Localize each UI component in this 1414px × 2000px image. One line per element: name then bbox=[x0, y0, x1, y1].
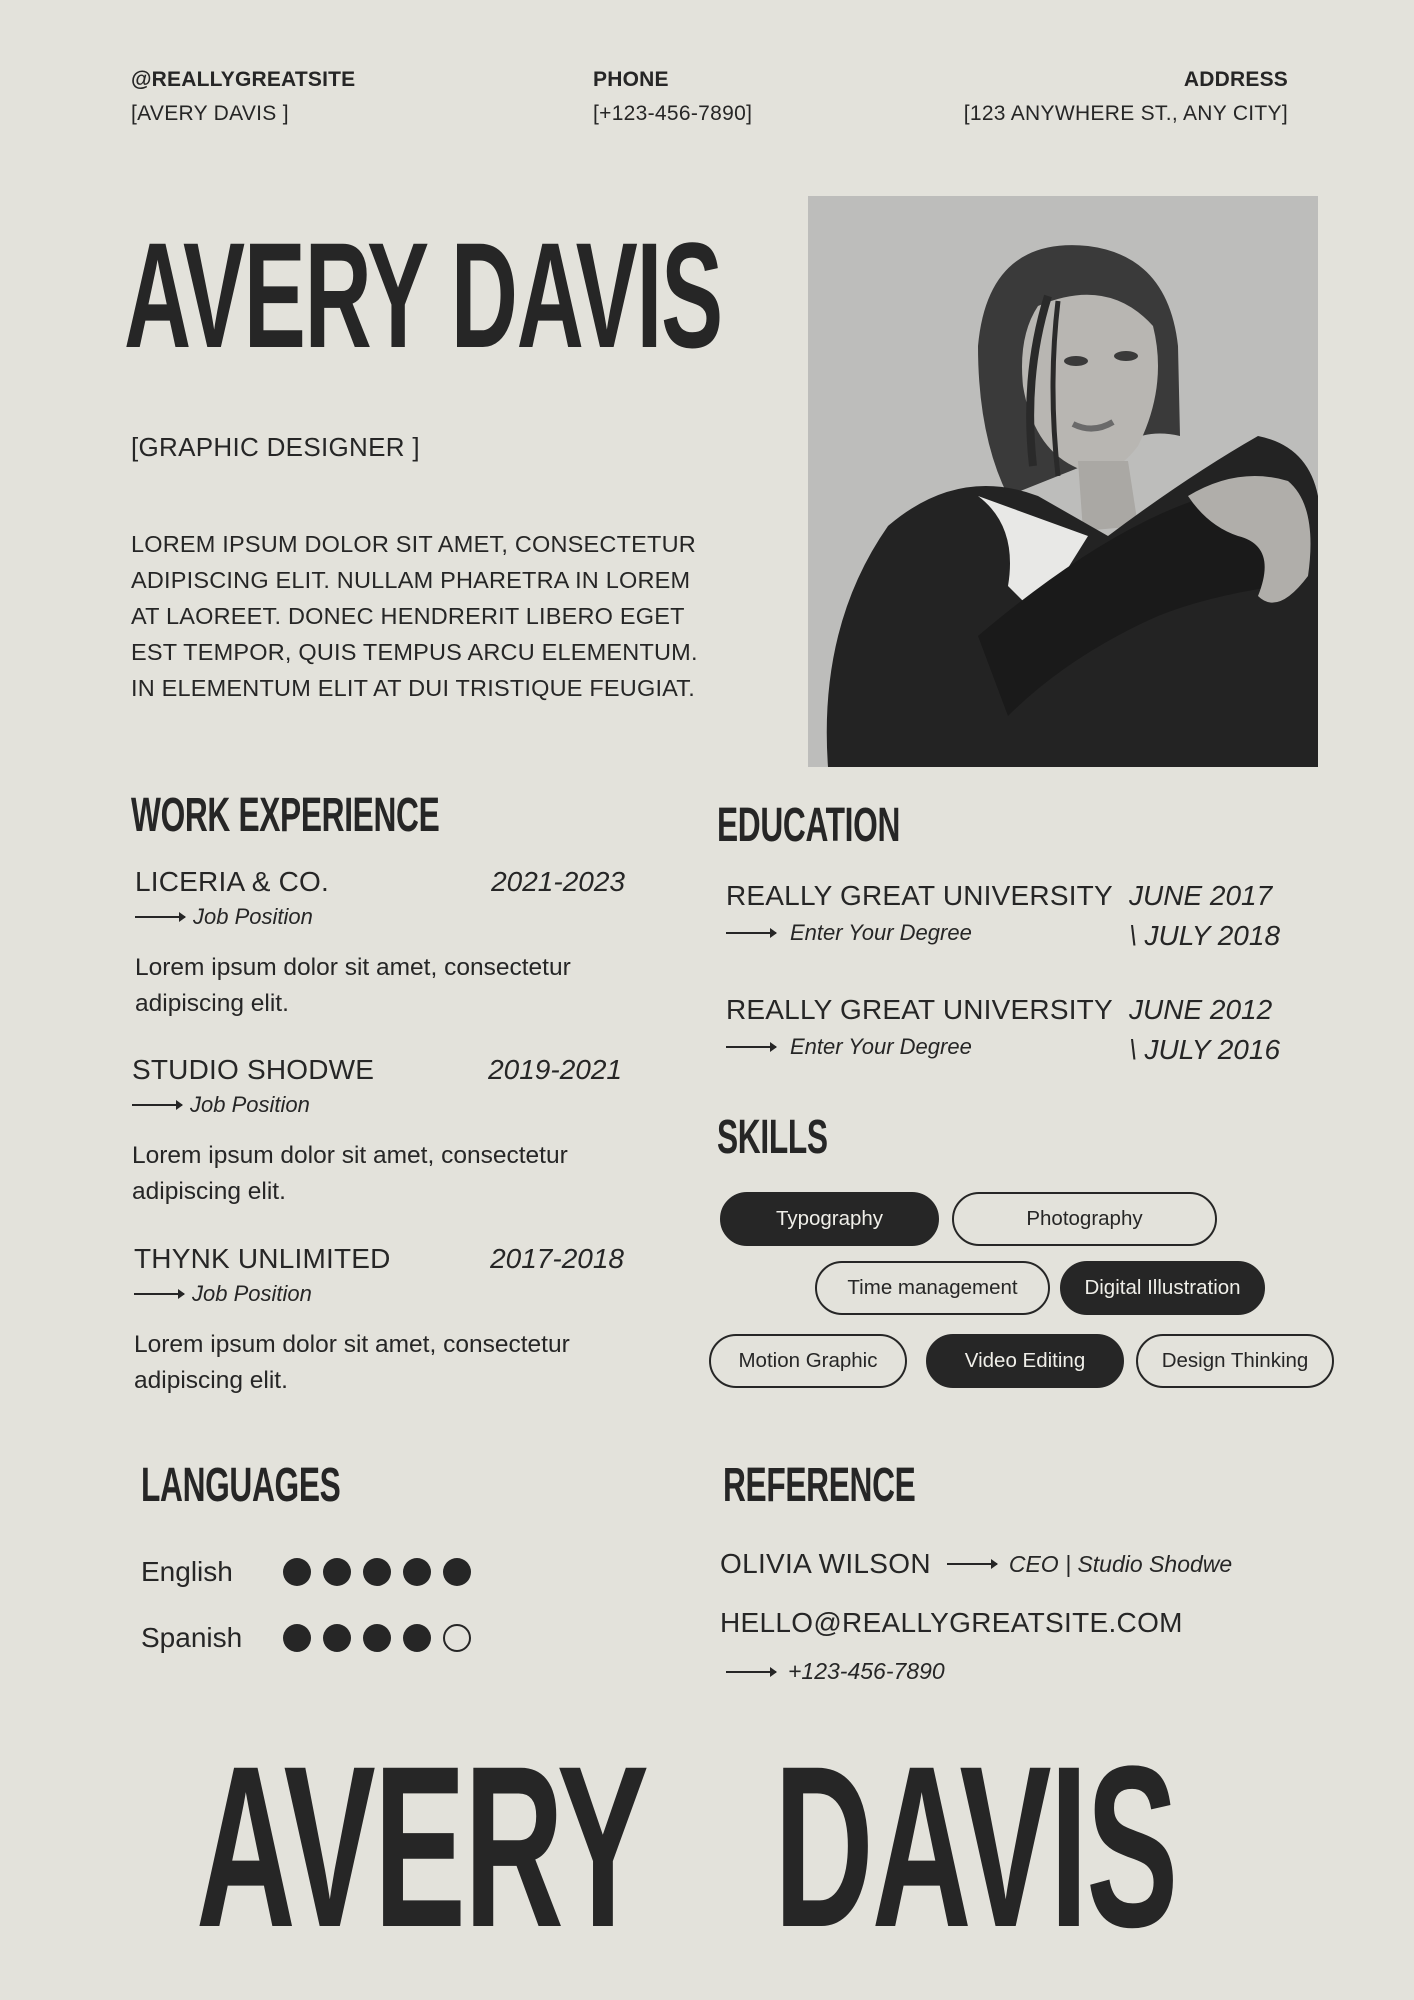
skill-tag: Digital Illustration bbox=[1060, 1261, 1265, 1315]
education-date bbox=[1129, 990, 1280, 1070]
job-position-row bbox=[132, 1092, 622, 1118]
languages-heading: LANGUAGES bbox=[141, 1459, 341, 1512]
skill-tag: Design Thinking bbox=[1136, 1334, 1334, 1388]
rating-dot-empty bbox=[443, 1624, 471, 1652]
job-description-line: adipiscing elit. bbox=[132, 1178, 286, 1205]
job-position-row bbox=[135, 904, 625, 930]
job-entry bbox=[135, 866, 625, 1022]
job-description-line: Lorem ipsum dolor sit amet, consectetur bbox=[134, 1331, 570, 1358]
job-description bbox=[132, 1138, 652, 1210]
language-name: English bbox=[141, 1556, 233, 1587]
skill-tag: Motion Graphic bbox=[709, 1334, 907, 1388]
address-value: [123 ANYWHERE ST., ANY CITY] bbox=[963, 102, 1288, 125]
education-school: REALLY GREAT UNIVERSITY bbox=[726, 880, 1113, 911]
arrow-right-icon bbox=[134, 1293, 184, 1295]
rating-dot-filled bbox=[443, 1558, 471, 1586]
reference-role: CEO | Studio Shodwe bbox=[1008, 1550, 1233, 1577]
language-row bbox=[141, 1622, 471, 1654]
header-phone bbox=[593, 68, 752, 126]
language-rating bbox=[283, 1558, 471, 1586]
arrow-right-icon bbox=[726, 932, 776, 934]
rating-dot-filled bbox=[403, 1624, 431, 1652]
education-date bbox=[1129, 876, 1280, 956]
reference-email: HELLO@REALLYGREATSITE.COM bbox=[720, 1607, 1183, 1638]
reference-name-row bbox=[720, 1548, 1232, 1580]
phone-label: PHONE bbox=[593, 68, 669, 91]
skill-tag: Time management bbox=[815, 1261, 1050, 1315]
education-entry bbox=[726, 994, 1306, 1065]
education-degree: Enter Your Degree bbox=[790, 920, 972, 945]
job-years: 2019-2021 bbox=[488, 1054, 622, 1085]
profile-photo bbox=[808, 196, 1318, 767]
reference-heading: REFERENCE bbox=[723, 1459, 916, 1512]
header-website bbox=[131, 68, 355, 126]
header-address bbox=[964, 68, 1288, 126]
job-entry bbox=[132, 1054, 622, 1210]
summary bbox=[131, 526, 731, 706]
education-degree: Enter Your Degree bbox=[790, 1034, 972, 1059]
job-position-row bbox=[134, 1281, 624, 1307]
footer-last-name: DAVIS bbox=[774, 1718, 1177, 1975]
job-years: 2021-2023 bbox=[491, 866, 625, 897]
address-label: ADDRESS bbox=[1183, 68, 1288, 91]
portrait-illustration bbox=[808, 196, 1318, 767]
rating-dot-filled bbox=[283, 1558, 311, 1586]
reference-phone-row bbox=[726, 1658, 945, 1685]
skill-tag: Photography bbox=[952, 1192, 1217, 1246]
education-date-start: JUNE 2017 bbox=[1129, 880, 1273, 911]
arrow-right-icon bbox=[135, 916, 185, 918]
rating-dot-filled bbox=[323, 1624, 351, 1652]
job-description-line: adipiscing elit. bbox=[135, 990, 289, 1017]
arrow-right-icon bbox=[132, 1104, 182, 1106]
website-label: @REALLYGREATSITE bbox=[131, 68, 356, 91]
job-title: [GRAPHIC DESIGNER ] bbox=[131, 432, 420, 462]
website-value: [AVERY DAVIS ] bbox=[131, 102, 289, 125]
summary-line: AT LAOREET. DONEC HENDRERIT LIBERO EGET bbox=[131, 603, 685, 629]
job-description bbox=[135, 950, 655, 1022]
job-description bbox=[134, 1327, 654, 1399]
arrow-right-icon bbox=[726, 1671, 776, 1673]
rating-dot-filled bbox=[323, 1558, 351, 1586]
education-school: REALLY GREAT UNIVERSITY bbox=[726, 994, 1113, 1025]
rating-dot-filled bbox=[283, 1624, 311, 1652]
language-rating bbox=[283, 1624, 471, 1652]
job-company: LICERIA & CO. bbox=[135, 866, 329, 897]
job-position: Job Position bbox=[193, 904, 313, 929]
job-description-line: Lorem ipsum dolor sit amet, consectetur bbox=[132, 1142, 568, 1169]
summary-line: LOREM IPSUM DOLOR SIT AMET, CONSECTETUR bbox=[131, 531, 696, 557]
job-entry bbox=[134, 1243, 624, 1399]
rating-dot-filled bbox=[363, 1624, 391, 1652]
education-date-start: JUNE 2012 bbox=[1129, 994, 1273, 1025]
job-company: THYNK UNLIMITED bbox=[134, 1243, 391, 1274]
education-date-end: \ JULY 2018 bbox=[1129, 920, 1281, 951]
language-name: Spanish bbox=[141, 1622, 243, 1653]
education-date-end: \ JULY 2016 bbox=[1129, 1034, 1281, 1065]
phone-value: [+123-456-7890] bbox=[593, 102, 753, 125]
arrow-right-icon bbox=[947, 1563, 997, 1565]
skills-heading: SKILLS bbox=[717, 1111, 828, 1164]
rating-dot-filled bbox=[363, 1558, 391, 1586]
page-title: AVERY DAVIS bbox=[124, 211, 722, 379]
job-position: Job Position bbox=[192, 1281, 312, 1306]
footer-first-name: AVERY bbox=[196, 1718, 648, 1975]
work-experience-heading: WORK EXPERIENCE bbox=[131, 789, 440, 842]
job-description-line: adipiscing elit. bbox=[134, 1367, 288, 1394]
education-entry bbox=[726, 880, 1306, 951]
language-row bbox=[141, 1556, 471, 1588]
job-company: STUDIO SHODWE bbox=[132, 1054, 375, 1085]
education-heading: EDUCATION bbox=[717, 799, 900, 852]
rating-dot-filled bbox=[403, 1558, 431, 1586]
skill-tag: Typography bbox=[720, 1192, 939, 1246]
job-description-line: Lorem ipsum dolor sit amet, consectetur bbox=[135, 954, 571, 981]
skill-tag: Video Editing bbox=[926, 1334, 1124, 1388]
reference-name: OLIVIA WILSON bbox=[720, 1548, 931, 1579]
summary-line: EST TEMPOR, QUIS TEMPUS ARCU ELEMENTUM. bbox=[131, 639, 698, 665]
summary-line: IN ELEMENTUM ELIT AT DUI TRISTIQUE FEUGIAT. bbox=[131, 675, 695, 701]
job-position: Job Position bbox=[190, 1092, 310, 1117]
reference-phone: +123-456-7890 bbox=[788, 1658, 945, 1684]
arrow-right-icon bbox=[726, 1046, 776, 1048]
summary-line: ADIPISCING ELIT. NULLAM PHARETRA IN LOREM bbox=[131, 567, 691, 593]
job-years: 2017-2018 bbox=[490, 1243, 624, 1274]
